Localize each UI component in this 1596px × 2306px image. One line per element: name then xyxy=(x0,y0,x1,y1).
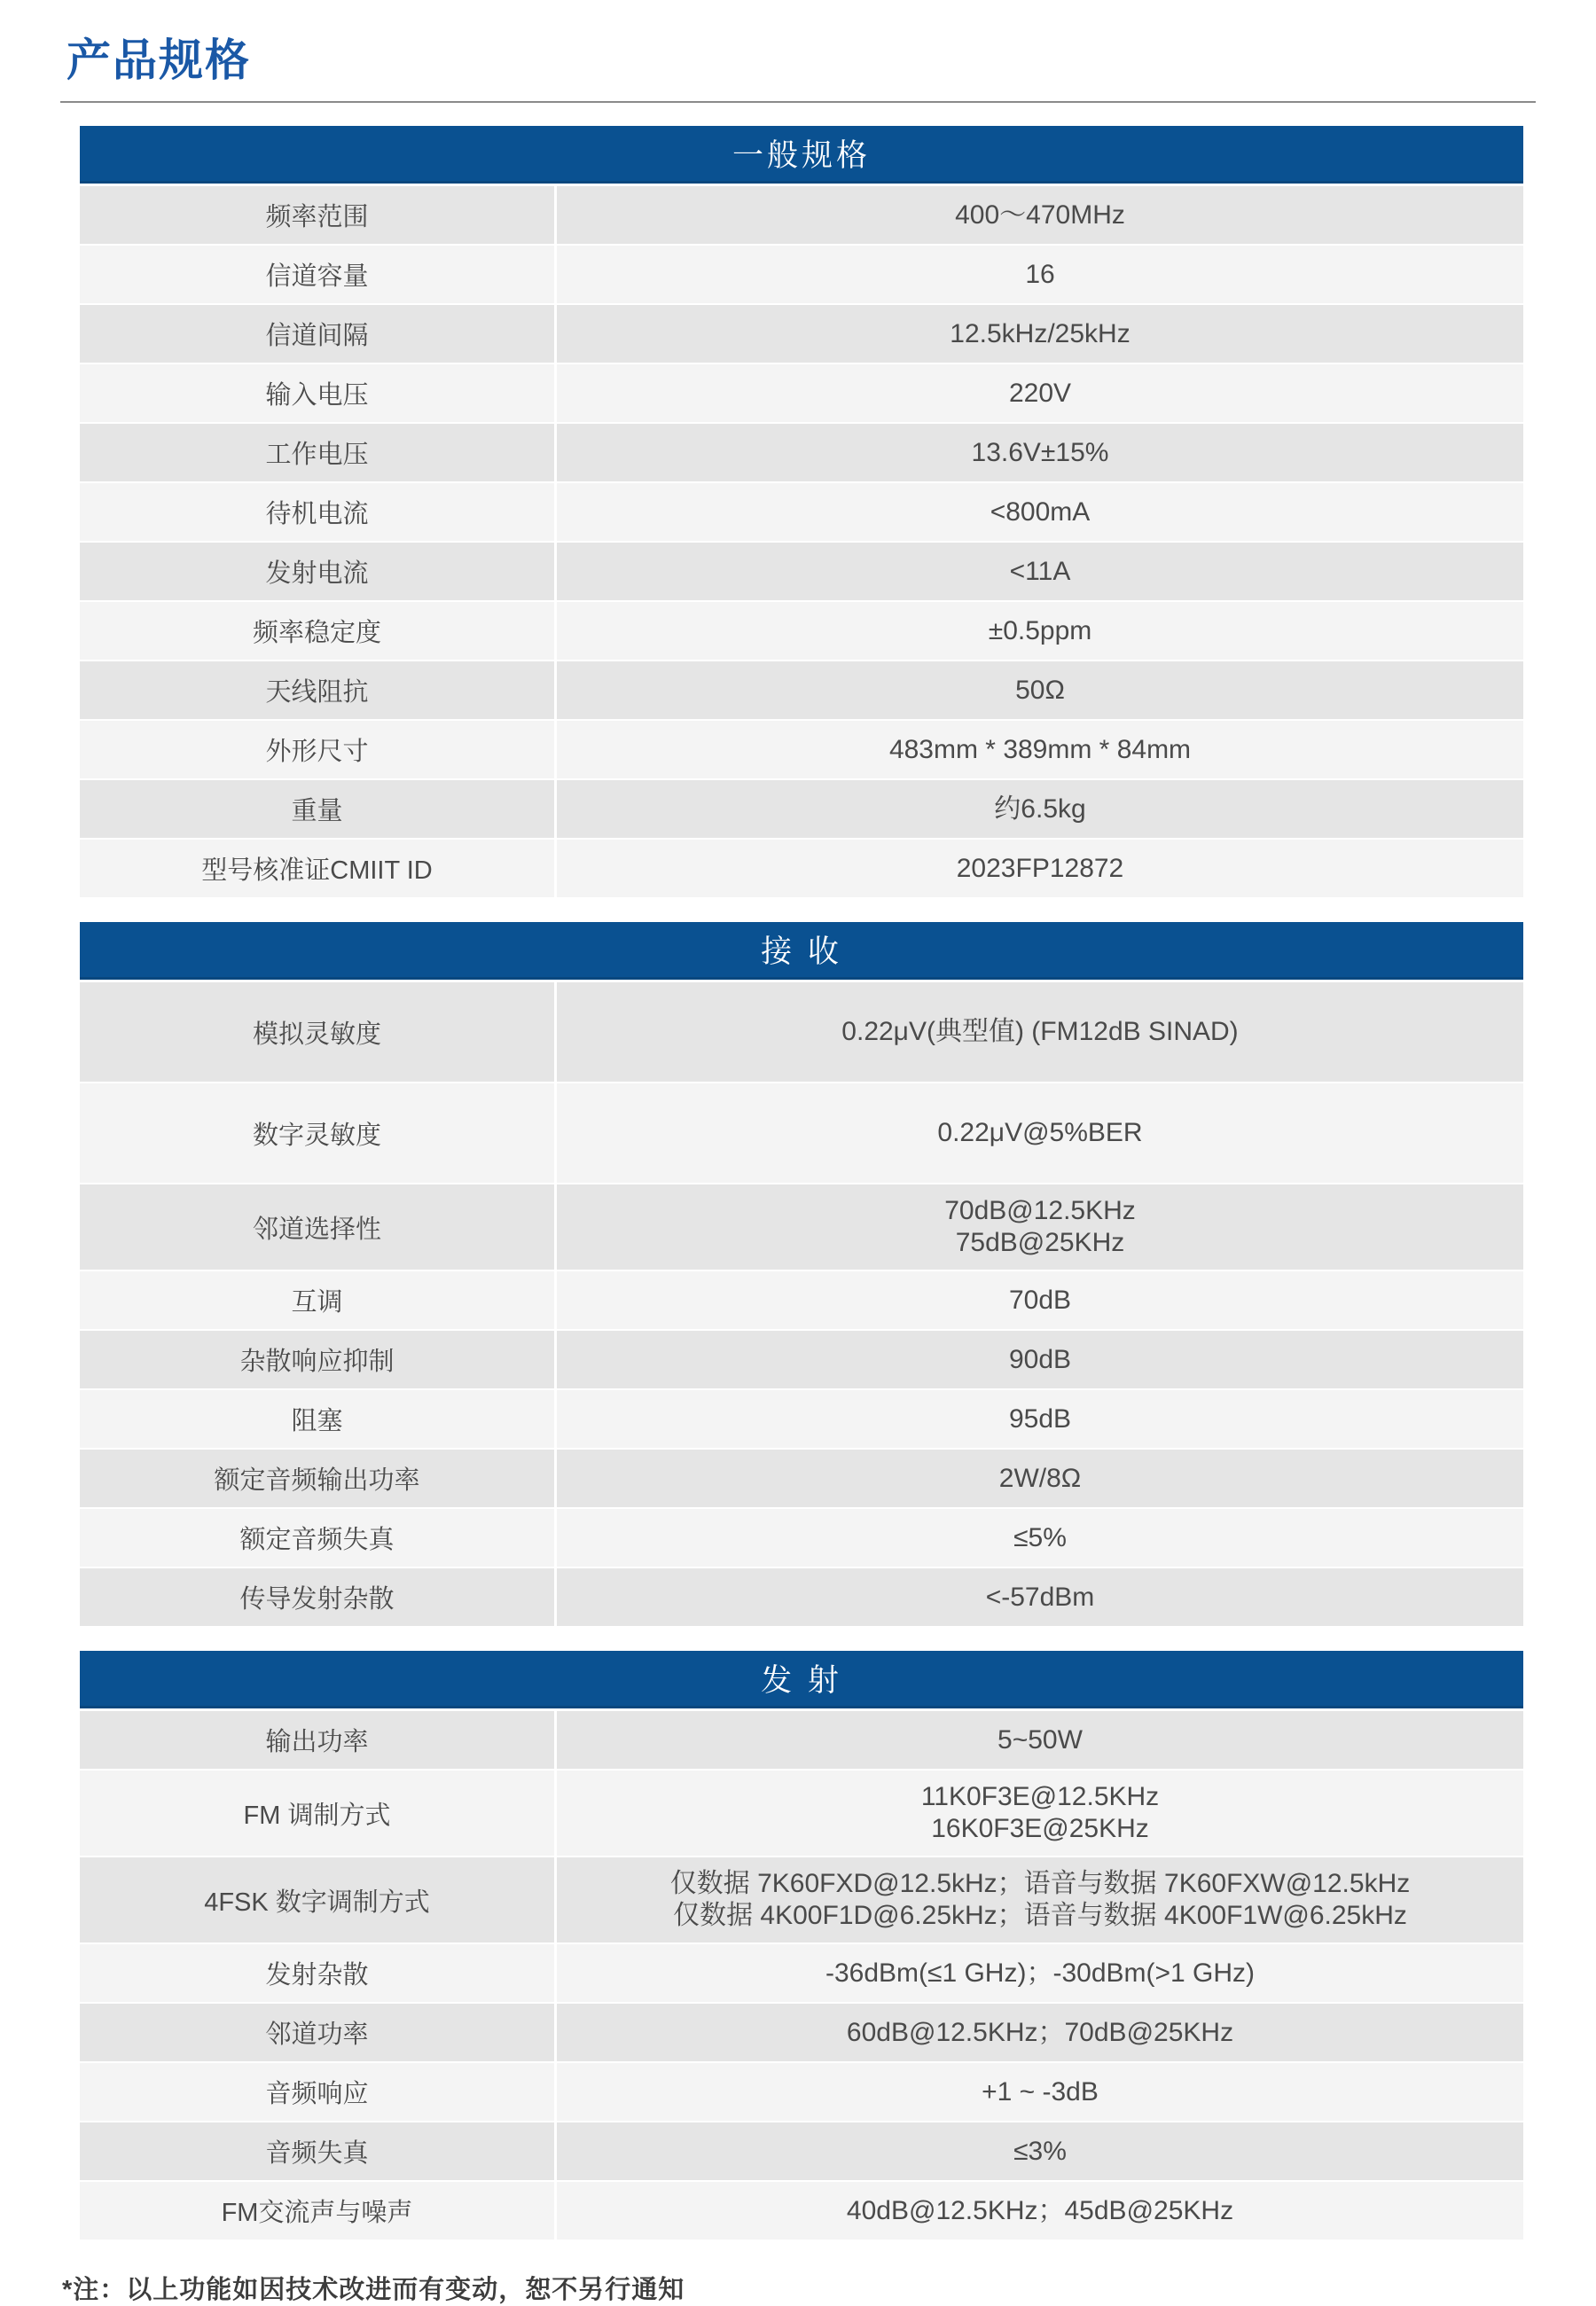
spec-label: 数字灵敏度 xyxy=(80,1083,557,1183)
spec-row xyxy=(80,2004,1523,2063)
spec-label: 待机电流 xyxy=(80,483,557,541)
spec-value xyxy=(557,364,1523,422)
spec-label: 额定音频输出功率 xyxy=(80,1450,557,1507)
spec-value-line: 60dB@12.5KHz；70dB@25KHz xyxy=(846,2017,1234,2047)
spec-value-line: ≤3% xyxy=(1013,2136,1067,2166)
spec-row xyxy=(80,305,1523,364)
spec-value xyxy=(557,1857,1523,1943)
spec-value xyxy=(557,424,1523,481)
spec-label: 频率稳定度 xyxy=(80,602,557,660)
spec-value xyxy=(557,2063,1523,2121)
spec-row xyxy=(80,1568,1523,1628)
spec-label: 信道容量 xyxy=(80,246,557,303)
spec-value-line: 仅数据 4K00F1D@6.25kHz；语音与数据 4K00F1W@6.25kHz xyxy=(673,1901,1407,1930)
spec-value-line: +1 ~ -3dB xyxy=(982,2076,1099,2107)
spec-value xyxy=(557,1509,1523,1567)
section-header: 接 收 xyxy=(80,922,1523,980)
spec-table xyxy=(80,126,1523,2241)
spec-label: 外形尺寸 xyxy=(80,721,557,778)
spec-value-line: 2023FP12872 xyxy=(956,853,1124,883)
spec-value-line: 13.6V±15% xyxy=(971,437,1109,467)
spec-row xyxy=(80,2122,1523,2182)
spec-row xyxy=(80,424,1523,483)
spec-value-line: 2W/8Ω xyxy=(998,1463,1082,1493)
spec-value-line: 11K0F3E@12.5KHz xyxy=(920,1782,1160,1811)
spec-row xyxy=(80,2182,1523,2241)
spec-value-line: 仅数据 7K60FXD@12.5kHz；语音与数据 7K60FXW@12.5kHz xyxy=(669,1869,1411,1898)
spec-row xyxy=(80,246,1523,305)
spec-label: FM交流声与噪声 xyxy=(80,2182,557,2240)
spec-value-line: 0.22μV(典型值) (FM12dB SINAD) xyxy=(841,1017,1239,1046)
spec-value xyxy=(557,1184,1523,1270)
spec-value xyxy=(557,780,1523,838)
title-divider xyxy=(60,101,1536,103)
spec-value xyxy=(557,2004,1523,2061)
spec-row xyxy=(80,780,1523,840)
spec-value xyxy=(557,1271,1523,1329)
spec-label: 音频失真 xyxy=(80,2122,557,2180)
footnote: *注：以上功能如因技术改进而有变动，恕不另行通知 xyxy=(62,2276,685,2304)
spec-label: 发射杂散 xyxy=(80,1944,557,2002)
spec-value-line: <11A xyxy=(1009,556,1071,586)
page-title: 产品规格 xyxy=(66,35,251,85)
spec-value xyxy=(557,602,1523,660)
spec-value xyxy=(557,2182,1523,2240)
spec-label: 工作电压 xyxy=(80,424,557,481)
spec-row xyxy=(80,1390,1523,1450)
section-header: 发 射 xyxy=(80,1651,1523,1708)
spec-value-line: 90dB xyxy=(1008,1344,1072,1374)
spec-label: 频率范围 xyxy=(80,186,557,244)
spec-row xyxy=(80,1331,1523,1390)
spec-value-line: 70dB@12.5KHz xyxy=(944,1196,1136,1225)
spec-label: 输出功率 xyxy=(80,1711,557,1769)
spec-label: 型号核准证CMIIT ID xyxy=(80,840,557,897)
spec-label: 天线阻抗 xyxy=(80,661,557,719)
spec-value-line: 约6.5kg xyxy=(994,793,1086,824)
spec-label: 传导发射杂散 xyxy=(80,1568,557,1626)
spec-label: 模拟灵敏度 xyxy=(80,982,557,1082)
spec-row xyxy=(80,661,1523,721)
spec-label: FM 调制方式 xyxy=(80,1771,557,1856)
spec-label: 额定音频失真 xyxy=(80,1509,557,1567)
spec-value-line: 16K0F3E@25KHz xyxy=(931,1814,1149,1843)
spec-row xyxy=(80,982,1523,1083)
spec-row xyxy=(80,1944,1523,2004)
spec-value-line: 220V xyxy=(1008,378,1072,408)
spec-label: 邻道功率 xyxy=(80,2004,557,2061)
spec-value-line: ≤5% xyxy=(1013,1522,1067,1552)
spec-row xyxy=(80,1271,1523,1331)
spec-value-line: 50Ω xyxy=(1015,675,1065,705)
spec-value xyxy=(557,1944,1523,2002)
spec-row xyxy=(80,364,1523,424)
spec-value-line: 5~50W xyxy=(998,1724,1083,1755)
spec-value-line: <-57dBm xyxy=(985,1582,1095,1612)
spec-value xyxy=(557,1083,1523,1183)
spec-row xyxy=(80,602,1523,661)
spec-row xyxy=(80,1083,1523,1184)
section-receive xyxy=(80,922,1523,1628)
spec-row xyxy=(80,721,1523,780)
spec-value-line: 95dB xyxy=(1008,1403,1072,1434)
spec-value-line: 16 xyxy=(1025,259,1055,289)
spec-row xyxy=(80,1450,1523,1509)
spec-label: 互调 xyxy=(80,1271,557,1329)
spec-value-line: ±0.5ppm xyxy=(988,615,1092,645)
spec-value xyxy=(557,246,1523,303)
spec-value xyxy=(557,186,1523,244)
spec-value xyxy=(557,1711,1523,1769)
spec-value xyxy=(557,1331,1523,1388)
spec-row xyxy=(80,543,1523,602)
section-rows xyxy=(80,982,1523,1628)
spec-value-line: 0.22μV@5%BER xyxy=(937,1118,1143,1147)
spec-value-line: 40dB@12.5KHz；45dB@25KHz xyxy=(846,2195,1234,2225)
spec-label: 重量 xyxy=(80,780,557,838)
spec-value xyxy=(557,305,1523,363)
spec-row xyxy=(80,1509,1523,1568)
spec-value-line: <800mA xyxy=(990,496,1091,527)
spec-row xyxy=(80,483,1523,543)
section-header: 一般规格 xyxy=(80,126,1523,184)
spec-row xyxy=(80,1857,1523,1944)
section-rows xyxy=(80,1711,1523,2241)
section-general-specs xyxy=(80,126,1523,899)
spec-row xyxy=(80,840,1523,899)
spec-value xyxy=(557,2122,1523,2180)
spec-value xyxy=(557,661,1523,719)
spec-row xyxy=(80,1184,1523,1271)
spec-value xyxy=(557,483,1523,541)
spec-label: 信道间隔 xyxy=(80,305,557,363)
spec-label: 音频响应 xyxy=(80,2063,557,2121)
spec-value xyxy=(557,1771,1523,1856)
spec-value xyxy=(557,543,1523,600)
spec-label: 阻塞 xyxy=(80,1390,557,1448)
spec-row xyxy=(80,186,1523,246)
spec-label: 邻道选择性 xyxy=(80,1184,557,1270)
spec-label: 4FSK 数字调制方式 xyxy=(80,1857,557,1943)
spec-label: 发射电流 xyxy=(80,543,557,600)
spec-label: 输入电压 xyxy=(80,364,557,422)
spec-value-line: 483mm * 389mm * 84mm xyxy=(888,734,1192,764)
spec-row xyxy=(80,1711,1523,1771)
spec-value xyxy=(557,982,1523,1082)
spec-value xyxy=(557,721,1523,778)
spec-value-line: 400～470MHz xyxy=(955,199,1125,230)
spec-value-line: -36dBm(≤1 GHz)；-30dBm(>1 GHz) xyxy=(825,1958,1256,1988)
spec-value xyxy=(557,1390,1523,1448)
spec-value xyxy=(557,1450,1523,1507)
spec-label: 杂散响应抑制 xyxy=(80,1331,557,1388)
section-transmit xyxy=(80,1651,1523,2241)
spec-value-line: 70dB xyxy=(1008,1285,1072,1315)
spec-value-line: 75dB@25KHz xyxy=(955,1228,1125,1257)
section-rows xyxy=(80,186,1523,899)
spec-value xyxy=(557,840,1523,897)
spec-row xyxy=(80,2063,1523,2122)
spec-value xyxy=(557,1568,1523,1626)
spec-row xyxy=(80,1771,1523,1857)
spec-value-line: 12.5kHz/25kHz xyxy=(950,318,1130,348)
